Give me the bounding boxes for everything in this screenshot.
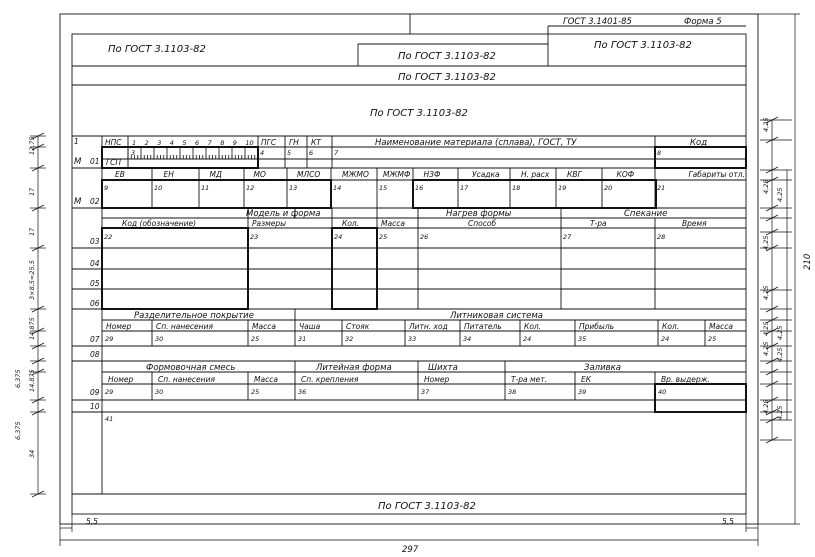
dim-right-10: 4,25 bbox=[776, 405, 784, 420]
gsp-label: ГСП bbox=[106, 158, 122, 167]
scale-label-1: 1 bbox=[132, 139, 137, 147]
dim-width: 297 bbox=[402, 545, 419, 555]
group-pouring: Заливка bbox=[584, 363, 621, 373]
dim-right-8: 4,25 bbox=[776, 347, 784, 362]
scale-label-10: 10 bbox=[245, 139, 254, 147]
dim-left-5: 6,375 bbox=[14, 369, 22, 388]
cell-b5-1: 30 bbox=[155, 388, 164, 396]
cell-41: 41 bbox=[105, 415, 114, 423]
row-05: 05 bbox=[90, 279, 100, 288]
cell-b4-6: 34 bbox=[463, 335, 472, 343]
cell-b4-7: 24 bbox=[523, 335, 532, 343]
header-b4-7: Кол. bbox=[524, 322, 542, 331]
cell-3: 3 bbox=[131, 149, 136, 157]
header-code: Код bbox=[690, 138, 708, 148]
dim-height: 210 bbox=[803, 253, 813, 270]
cell-b4-5: 33 bbox=[408, 335, 417, 343]
row-06: 06 bbox=[90, 299, 100, 308]
header-b5-6: ЕК bbox=[581, 375, 592, 384]
cell-b2-12: 21 bbox=[657, 184, 666, 192]
cell-b5-6: 39 bbox=[578, 388, 587, 396]
dim-right-9: 4,25 bbox=[762, 399, 770, 414]
group-casting-mold: Литейная форма bbox=[316, 363, 392, 373]
cell-b4-0: 29 bbox=[105, 335, 114, 343]
cell-b3-3: 25 bbox=[379, 233, 388, 241]
cell-5: 5 bbox=[287, 149, 292, 157]
cell-b2-3: 12 bbox=[246, 184, 255, 192]
cell-b2-11: 20 bbox=[604, 184, 613, 192]
dim-left-7: 6,375 bbox=[14, 421, 22, 440]
form-standard: ГОСТ 3.1401-85 bbox=[563, 17, 632, 27]
form-number: Форма 5 bbox=[684, 17, 722, 27]
cell-b2-2: 11 bbox=[201, 184, 210, 192]
cell-b5-5: 38 bbox=[508, 388, 517, 396]
cell-1: 1 bbox=[74, 137, 79, 146]
group-separating-coating: Разделительное покрытие bbox=[134, 311, 254, 321]
header-b2-7: НЗФ bbox=[423, 170, 441, 179]
header-b3-2: Кол. bbox=[342, 219, 360, 228]
scale-label-5: 5 bbox=[182, 139, 187, 147]
cell-b4-2: 25 bbox=[251, 335, 260, 343]
header-b2-4: МЛСО bbox=[297, 170, 321, 179]
header-b5-0: Номер bbox=[108, 375, 134, 384]
cell-b5-3: 36 bbox=[298, 388, 307, 396]
group-model-form: Модель и форма bbox=[246, 209, 321, 219]
cell-4: 4 bbox=[260, 149, 265, 157]
ref-line: По ГОСТ 3.1103-82 bbox=[398, 72, 496, 83]
cell-b3-6: 28 bbox=[657, 233, 666, 241]
dim-right-2: 4,25 bbox=[776, 187, 784, 202]
row-01: 01 bbox=[90, 157, 100, 166]
scale-label-7: 7 bbox=[207, 139, 212, 147]
header-b4-4: Стояк bbox=[346, 322, 370, 331]
cell-b2-6: 15 bbox=[379, 184, 388, 192]
header-b5-7: Вр. выдерж. bbox=[661, 375, 710, 384]
dim-left-4: 14,875 bbox=[28, 317, 36, 340]
header-b5-1: Сп. нанесения bbox=[158, 375, 215, 384]
group-molding-mix: Формовочная смесь bbox=[146, 363, 236, 373]
row-08: 08 bbox=[90, 350, 100, 359]
dim-margin-right: 5,5 bbox=[722, 517, 734, 526]
dim-right-5: 4,25 bbox=[762, 321, 770, 336]
cell-b5-7: 40 bbox=[658, 388, 667, 396]
ref-box-3: По ГОСТ 3.1103-82 bbox=[594, 40, 692, 51]
header-b2-2: МД bbox=[209, 170, 222, 179]
cell-b4-4: 32 bbox=[345, 335, 354, 343]
dim-right-7: 4,25 bbox=[762, 341, 770, 356]
cell-b3-1: 23 bbox=[250, 233, 259, 241]
header-b5-5: Т-ра мет. bbox=[511, 375, 548, 384]
header-b2-10: КВГ bbox=[567, 170, 582, 179]
dim-right-0: 4,25 bbox=[762, 117, 770, 132]
header-nps: НПС bbox=[105, 138, 122, 147]
dim-left-2: 17 bbox=[28, 227, 36, 236]
header-b2-3: МО bbox=[253, 170, 266, 179]
group-form-heating: Нагрев формы bbox=[446, 209, 512, 219]
header-b2-11: КОФ bbox=[616, 170, 635, 179]
header-b2-9: Н. расх bbox=[521, 170, 550, 179]
header-b3-1: Размеры bbox=[252, 219, 287, 228]
ref-box-1: По ГОСТ 3.1103-82 bbox=[108, 44, 206, 55]
cell-b4-10: 25 bbox=[708, 335, 717, 343]
header-b3-5: Т-ра bbox=[590, 219, 607, 228]
dim-right-4: 4,25 bbox=[762, 285, 770, 300]
ref-footer: По ГОСТ 3.1103-82 bbox=[378, 501, 476, 512]
ref-box-2: По ГОСТ 3.1103-82 bbox=[398, 51, 496, 62]
row-02: 02 bbox=[90, 197, 100, 206]
dim-left-8: 34 bbox=[28, 449, 36, 458]
header-b2-5: МЖМО bbox=[342, 170, 369, 179]
row-04: 04 bbox=[90, 259, 100, 268]
cell-b2-9: 18 bbox=[512, 184, 521, 192]
header-b5-4: Номер bbox=[424, 375, 450, 384]
dim-right-6: 4,25 bbox=[776, 325, 784, 340]
cell-b4-1: 30 bbox=[155, 335, 164, 343]
header-b5-3: Сп. крепления bbox=[301, 375, 359, 384]
cell-b5-4: 37 bbox=[421, 388, 430, 396]
header-b3-4: Способ bbox=[468, 219, 497, 228]
cell-b2-8: 17 bbox=[460, 184, 469, 192]
row-09: 09 bbox=[90, 388, 100, 397]
row-10: 10 bbox=[90, 402, 100, 411]
header-pgs: ПГС bbox=[261, 138, 277, 147]
header-b4-6: Питатель bbox=[464, 322, 502, 331]
group-gating-system: Литниковая система bbox=[450, 311, 543, 321]
cell-b4-8: 35 bbox=[578, 335, 587, 343]
header-kt: КТ bbox=[311, 138, 321, 147]
scale-label-6: 6 bbox=[195, 139, 200, 147]
cell-b2-1: 10 bbox=[154, 184, 163, 192]
dim-left-0: 12,75 bbox=[28, 136, 36, 155]
ref-title: По ГОСТ 3.1103-82 bbox=[370, 108, 468, 119]
cell-b3-5: 27 bbox=[563, 233, 572, 241]
cell-b3-2: 24 bbox=[334, 233, 343, 241]
scale-label-4: 4 bbox=[169, 139, 174, 147]
header-b4-9: Кол. bbox=[662, 322, 680, 331]
dim-left-1: 17 bbox=[28, 187, 36, 196]
scale-label-2: 2 bbox=[144, 139, 149, 147]
header-b4-2: Масса bbox=[252, 322, 276, 331]
cell-b2-4: 13 bbox=[289, 184, 298, 192]
header-b5-2: Масса bbox=[254, 375, 278, 384]
header-b4-5: Литн. ход bbox=[409, 322, 448, 331]
header-b2-8: Усадка bbox=[472, 170, 500, 179]
cell-6: 6 bbox=[309, 149, 314, 157]
row-prefix-02: М bbox=[74, 197, 82, 207]
header-b2-1: ЕН bbox=[163, 170, 174, 179]
header-b2-0: ЕВ bbox=[115, 170, 125, 179]
header-b3-3: Масса bbox=[381, 219, 405, 228]
row-03: 03 bbox=[90, 237, 100, 246]
header-b4-1: Сп. нанесения bbox=[156, 322, 213, 331]
dim-margin-left: 5,5 bbox=[86, 517, 98, 526]
header-gn: ГН bbox=[289, 138, 299, 147]
scale-label-3: 3 bbox=[157, 139, 162, 147]
cell-b5-0: 29 bbox=[105, 388, 114, 396]
header-material: Наименование материала (сплава), ГОСТ, ТУ bbox=[375, 138, 577, 148]
cell-b2-5: 14 bbox=[333, 184, 342, 192]
header-b4-0: Номер bbox=[106, 322, 132, 331]
cell-b2-7: 16 bbox=[415, 184, 424, 192]
scale-label-8: 8 bbox=[220, 139, 225, 147]
cell-b3-0: 22 bbox=[104, 233, 113, 241]
header-b4-3: Чаша bbox=[299, 322, 321, 331]
cell-b2-0: 9 bbox=[104, 184, 109, 192]
cell-b2-10: 19 bbox=[558, 184, 567, 192]
cell-7: 7 bbox=[334, 149, 339, 157]
dim-right-3: 4,25 bbox=[762, 235, 770, 250]
group-charge: Шихта bbox=[428, 363, 458, 373]
row-07: 07 bbox=[90, 335, 100, 344]
header-b4-8: Прибыль bbox=[579, 322, 615, 331]
dim-left-3: 3×8,5=25,5 bbox=[28, 260, 36, 300]
cell-b3-4: 26 bbox=[420, 233, 429, 241]
header-b4-10: Масса bbox=[709, 322, 733, 331]
header-b2-6: МЖМФ bbox=[383, 170, 411, 179]
dim-left-6: 14,875 bbox=[28, 369, 36, 392]
dim-right-1: 4,25 bbox=[762, 179, 770, 194]
header-b3-6: Время bbox=[682, 219, 707, 228]
cell-b4-9: 24 bbox=[661, 335, 670, 343]
cell-b4-3: 31 bbox=[298, 335, 307, 343]
scale-label-9: 9 bbox=[232, 139, 237, 147]
cell-b5-2: 25 bbox=[251, 388, 260, 396]
row-prefix-01: М bbox=[74, 157, 82, 167]
group-sintering: Спекание bbox=[624, 209, 668, 219]
cell-8: 8 bbox=[657, 149, 662, 157]
header-b2-12: Габариты отл. bbox=[688, 170, 745, 179]
header-b3-0: Код (обозначение) bbox=[122, 219, 197, 228]
